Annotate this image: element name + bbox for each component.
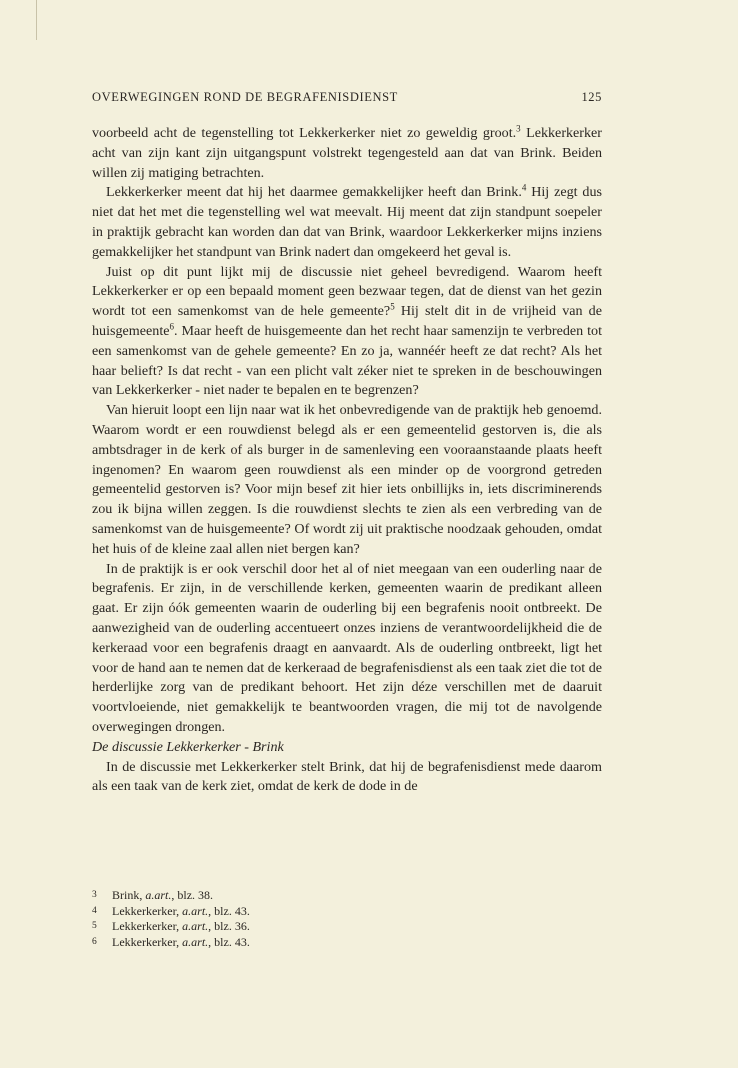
paragraph-text: Hij zegt dus niet dat het met die tegenstelling wel wat meevalt. Hij meent dat zijn standpunt soepeler in praktijk gebracht kan worden dan dat van Brink, waardoor Lekkerkerker mijns inziens gemakkelijker het standpunt van Brink nadert dan omgekeerd het geval is. xyxy=(92,184,602,260)
footnote-author: Lekkerkerker, xyxy=(112,919,183,934)
paragraph: In de praktijk is er ook verschil door het al of niet meegaan van een ouderling naar de begrafenis. Er zijn, in de verschillende kerken, gemeenten waarin de predikant alleen gaat. Er zijn óók gemeenten waarin de ouderling bij een begrafenis nooit ontbreekt. De aanwezigheid van de ouderling accentueert onzes inziens de verantwoordelijkheid die de kerkeraad voor een begrafenis draagt en aanvaardt. Als de ouderling ontbreekt, ligt het voor de hand aan te nemen dat de kerkeraad de begrafenisdienst als een taak ziet die tot de herderlijke zorg van de predikant behoort. Het zijn déze verschillen met de daaruit voortvloeiende, niet gemakkelijk te beantwoorden vragen, die mij tot de navolgende overwegingen drongen. xyxy=(92,560,602,735)
paragraph: In de discussie met Lekkerkerker stelt Brink, dat hij de begrafenisdienst mede daarom als een taak van de kerk ziet, omdat de kerk de dode in de xyxy=(92,758,602,795)
paragraph xyxy=(92,183,602,262)
footnote-ref: 3 xyxy=(516,123,521,134)
footnote-number: 6 xyxy=(92,936,97,947)
footnote-ref: 5 xyxy=(390,301,395,312)
footnote-number: 4 xyxy=(92,905,97,916)
paragraph: Van hieruit loopt een lijn naar wat ik het onbevredigende van de praktijk heb genoemd. Waarom wordt er een rouwdienst belegd als er een gemeentelid gestorven is, die als ambtsdrager in de kerk of als burger in de samenleving een vooraanstaande plaats heeft ingenomen? En waarom geen rouwdienst als een minder op de voorgrond getreden gemeentelid gestorven is? Voor mijn besef zit hier iets onbillijks in, iets discriminerends zou ik bijna willen zeggen. Is die rouwdienst slechts te zien als een verbreding van de samenkomst van de huisgemeente? Of wordt zij uit praktische noodzaak gehouden, omdat het huis of de kleine zaal allen niet bergen kan? xyxy=(92,402,602,557)
footnotes xyxy=(92,888,602,950)
body-text xyxy=(92,124,602,797)
paragraph-text: Lekkerkerker acht van zijn kant zijn uitgangspunt volstrekt tegengesteld aan dat van Brink. Beiden willen zij matiging betrachten. xyxy=(92,125,602,181)
footnote-ref-abbrev: a.art. xyxy=(145,888,172,902)
footnote xyxy=(92,904,602,920)
footnote-ref-abbrev: a.art. xyxy=(182,919,209,934)
footnote-ref: 4 xyxy=(521,182,527,193)
paragraph-text: Hij stelt dit in de vrijheid van de huisgemeente xyxy=(92,303,602,339)
footnote xyxy=(92,888,602,904)
footnote-pages: , blz. 43. xyxy=(208,903,250,918)
footnote-ref: 6 xyxy=(169,321,174,332)
paragraph-text: Juist op dit punt lijkt mij de discussie niet geheel bevredigend. Waarom heeft Lekkerkerker er op een bepaald moment geen bezwaar tegen, dat de dienst van het gezin wordt tot een samenkomst van de hele gemeente? xyxy=(92,263,602,320)
paragraph xyxy=(92,124,602,183)
footnote xyxy=(92,919,602,935)
page-edge-line xyxy=(36,0,37,40)
paragraph xyxy=(92,263,602,402)
footnote-pages: , blz. 38. xyxy=(171,888,214,902)
footnote-pages: , blz. 43. xyxy=(208,934,250,949)
footnote-text xyxy=(112,935,250,951)
footnote-ref-abbrev: a.art. xyxy=(182,934,209,949)
footnote-author: Lekkerkerker, xyxy=(112,934,183,949)
footnote-text xyxy=(112,888,213,904)
running-head-title: OVERWEGINGEN ROND DE BEGRAFENISDIENST xyxy=(92,90,398,104)
footnote-pages: , blz. 36. xyxy=(208,919,250,934)
paragraph-text: Lekkerkerker meent dat hij het daarmee gemakkelijker heeft dan Brink. xyxy=(106,184,522,201)
footnote-author: Lekkerkerker, xyxy=(112,903,183,918)
footnote-text xyxy=(112,919,250,935)
section-heading: De discussie Lekkerkerker - Brink xyxy=(92,738,284,755)
footnote-number: 3 xyxy=(92,890,97,900)
footnote-author: Brink, xyxy=(112,888,146,902)
footnote-number: 5 xyxy=(92,921,97,932)
footnote-text xyxy=(112,904,250,920)
paragraph-text: voorbeeld acht de tegenstelling tot Lekkerkerker niet zo geweldig groot. xyxy=(92,125,517,141)
paragraph-text: . Maar heeft de huisgemeente dan het recht haar samenzijn te verbreden tot een samenkomst van de gehele gemeente? En zo ja, wannéér heeft ze dat recht? Als het haar belieft? Is dat recht - van een plicht valt zéker niet te spreken in de beschouwingen van Lekkerkerker - niet nader te bepalen en te begrenzen? xyxy=(92,322,602,399)
page-number: 125 xyxy=(581,90,602,104)
footnote xyxy=(92,935,602,951)
footnote-ref-abbrev: a.art. xyxy=(182,903,209,918)
